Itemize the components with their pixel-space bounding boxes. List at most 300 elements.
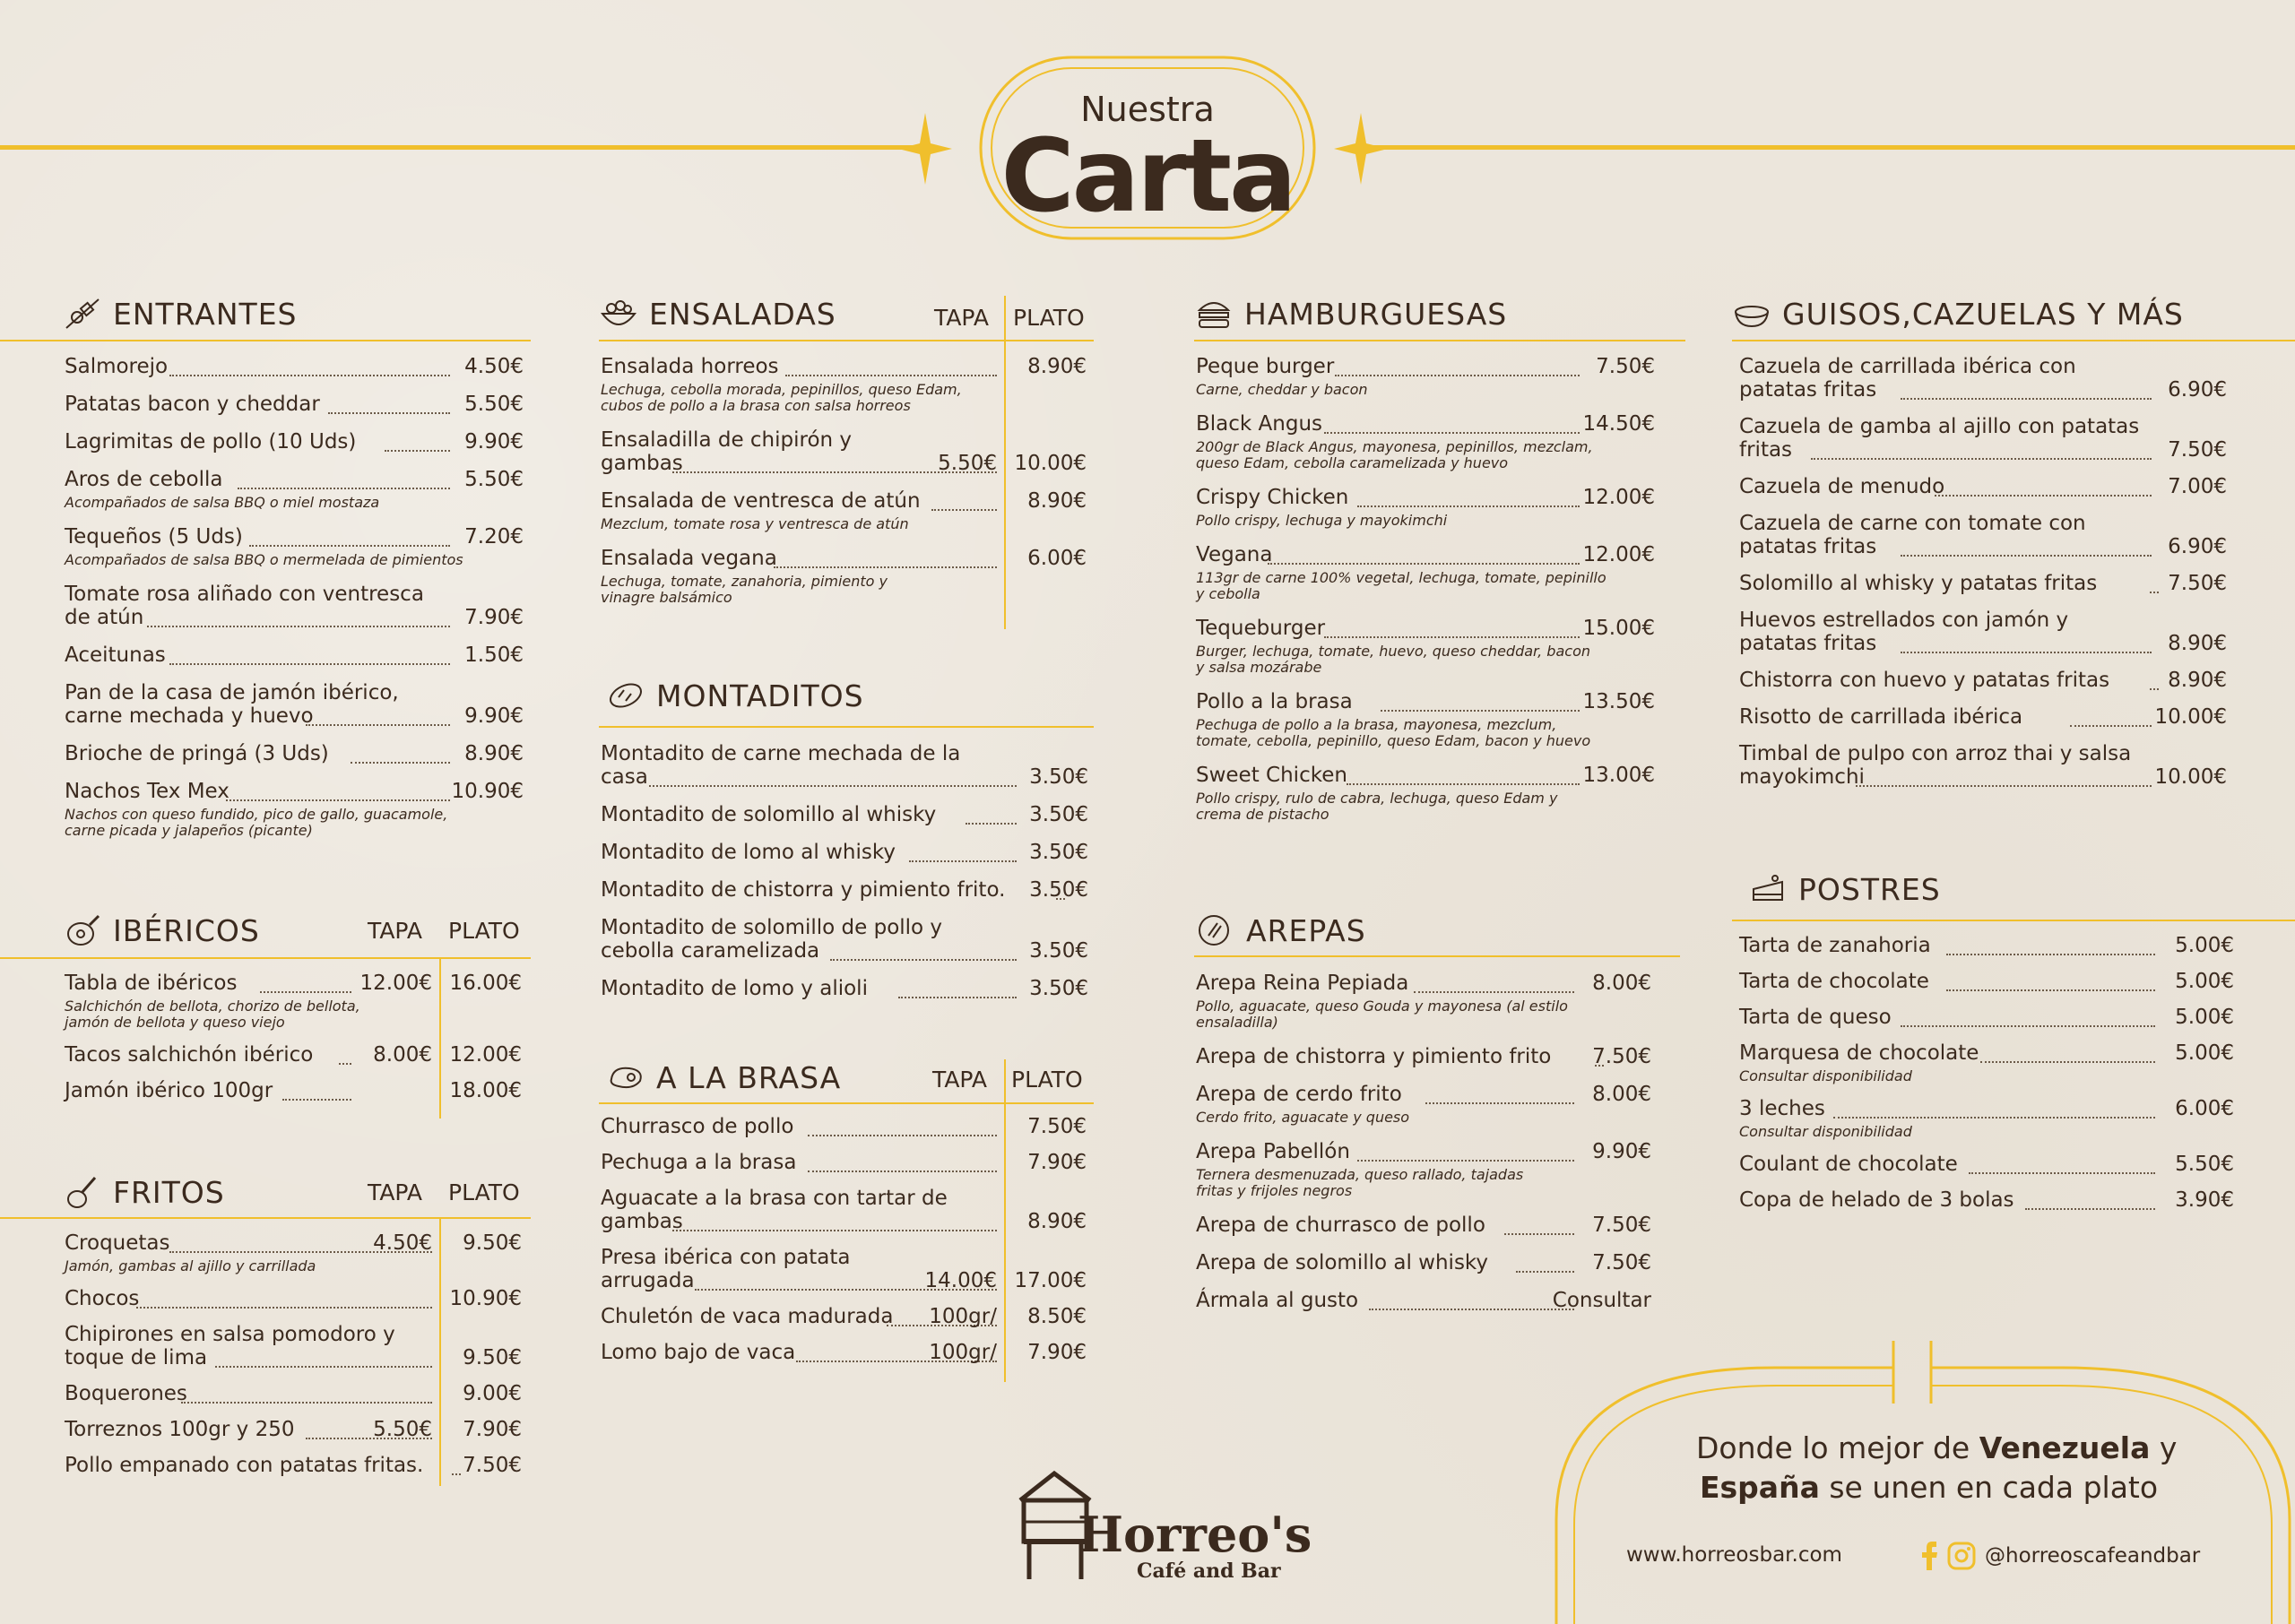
menu-item-price: 3.90€: [2175, 1188, 2234, 1212]
menu-item-price: 5.50€: [464, 393, 524, 416]
leader-dots: [1504, 1233, 1574, 1235]
postres-header: [1748, 871, 1941, 907]
menu-item-price: 7.50€: [2168, 572, 2227, 595]
leader-dots: [249, 545, 450, 547]
ensaladas-header: [599, 296, 836, 332]
menu-item-description: vinagre balsámico: [601, 589, 732, 606]
leader-dots: [181, 1402, 432, 1404]
ibericos-plato-head: PLATO: [448, 918, 520, 944]
menu-item-price: 7.20€: [464, 525, 524, 549]
ham-icon: [63, 912, 102, 948]
menu-item-plato-price: 17.00€: [1014, 1269, 1087, 1292]
leader-dots: [2070, 725, 2152, 727]
menu-item-name: toque de lima: [65, 1346, 208, 1369]
menu-item-name: Croquetas: [65, 1231, 170, 1255]
menu-item-tapa-price: 100gr/: [929, 1305, 997, 1328]
leader-dots: [351, 762, 450, 764]
menu-item-price: 5.00€: [2175, 970, 2234, 993]
menu-item-price: 10.00€: [2154, 705, 2227, 729]
menu-item-name: Risotto de carrillada ibérica: [1739, 705, 2023, 729]
menu-item-name: de atún: [65, 606, 144, 629]
brasa-divider: [1004, 1059, 1006, 1382]
menu-item-name: Cazuela de menudo: [1739, 475, 1945, 498]
menu-item-price: 6.90€: [2168, 535, 2227, 558]
menu-item-name: Tarta de queso: [1739, 1006, 1892, 1029]
menu-item-description: cubos de pollo a la brasa con salsa horreos: [601, 397, 911, 414]
item-name-line1: Cazuela de carne con tomate con: [1739, 512, 2086, 535]
menu-item-tapa-price: 8.00€: [373, 1043, 432, 1067]
menu-item-name: Lomo bajo de vaca: [601, 1341, 796, 1364]
menu-item-price: 8.90€: [2168, 632, 2227, 655]
menu-item-price: 3.50€: [1029, 765, 1088, 789]
menu-item-name: Chistorra con huevo y patatas fritas: [1739, 669, 2110, 692]
menu-item-name: Tequeños (5 Uds): [65, 525, 243, 549]
leader-dots: [306, 724, 450, 726]
menu-item-plato-price: 7.90€: [1027, 1341, 1087, 1364]
leader-dots: [898, 997, 1017, 998]
leader-dots: [2150, 592, 2159, 593]
instagram-icon[interactable]: [1947, 1542, 1976, 1570]
leader-dots: [1357, 1160, 1574, 1162]
menu-item-name: Pollo a la brasa: [1196, 690, 1353, 713]
menu-item-name: Solomillo al whisky y patatas fritas: [1739, 572, 2098, 595]
leader-dots: [1969, 1172, 2155, 1174]
menu-item-name: Brioche de pringá (3 Uds): [65, 742, 329, 765]
menu-item-price: 5.00€: [2175, 1006, 2234, 1029]
menu-item-price: 12.00€: [1582, 486, 1655, 509]
menu-item-price: 5.50€: [2175, 1153, 2234, 1176]
hamburguesas-title: HAMBURGUESAS: [1244, 296, 1508, 332]
leader-dots: [1369, 1309, 1574, 1310]
brasa-header: [606, 1059, 841, 1095]
menu-item-description-line1: 200gr de Black Angus, mayonesa, pepinillos, mezclam,: [1196, 438, 1593, 455]
facebook-icon[interactable]: [1922, 1542, 1938, 1570]
leader-dots: [1425, 1102, 1574, 1104]
menu-item-plato-price: 10.90€: [449, 1287, 522, 1310]
item-name-line1: Tomate rosa aliñado con ventresca: [65, 583, 424, 606]
guisos-rule: [1732, 340, 2295, 341]
menu-item-name: Tarta de chocolate: [1739, 970, 1929, 993]
menu-item-name: Lagrimitas de pollo (10 Uds): [65, 430, 357, 454]
menu-item-price: 10.90€: [451, 780, 524, 803]
leader-dots: [1980, 1061, 2155, 1063]
item-name-line1: Chipirones en salsa pomodoro y: [65, 1323, 395, 1346]
ibericos-tapa-head: TAPA: [368, 918, 423, 944]
menu-item-name: fritas: [1739, 438, 1793, 462]
menu-item-plato-price: 12.00€: [449, 1043, 522, 1067]
leader-dots: [649, 785, 1017, 787]
menu-item-price: 8.00€: [1592, 1083, 1651, 1106]
menu-item-plato-price: 7.50€: [1027, 1115, 1087, 1138]
menu-item-plato-price: 7.90€: [463, 1418, 522, 1441]
leader-dots: [931, 509, 997, 511]
ensaladas-title: ENSALADAS: [649, 296, 836, 332]
slogan-b: Venezuela: [1979, 1430, 2151, 1465]
menu-item-plato-price: 7.50€: [463, 1454, 522, 1477]
leader-dots: [1856, 785, 2152, 787]
hamburguesas-rule: [1194, 340, 1685, 341]
menu-item-name: Coulant de chocolate: [1739, 1153, 1958, 1176]
menu-item-plato-price: 9.50€: [463, 1346, 522, 1369]
leader-dots: [1268, 563, 1580, 565]
menu-item-price: 12.00€: [1582, 543, 1655, 566]
menu-item-name: patatas fritas: [1739, 632, 1877, 655]
menu-item-name: Arepa de chistorra y pimiento frito: [1196, 1045, 1552, 1068]
leader-dots: [672, 1230, 997, 1231]
menu-item-name: Tabla de ibéricos: [65, 972, 238, 995]
leader-dots: [1381, 710, 1580, 712]
item-name-line1: Presa ibérica con patata: [601, 1246, 851, 1269]
leader-dots: [1324, 636, 1580, 638]
menu-item-price: 7.50€: [2168, 438, 2227, 462]
leader-dots: [339, 1063, 351, 1065]
menu-item-plato-price: 9.00€: [463, 1382, 522, 1405]
menu-item-name: Jamón ibérico 100gr: [65, 1079, 273, 1102]
item-name-line1: Timbal de pulpo con arroz thai y salsa: [1739, 742, 2132, 765]
menu-item-name: cebolla caramelizada: [601, 939, 820, 963]
menu-item-price: 14.50€: [1582, 412, 1655, 436]
website-link[interactable]: www.horreosbar.com: [1626, 1543, 1842, 1567]
leader-dots: [774, 566, 997, 568]
slogan-line2: [1700, 1470, 2158, 1505]
menu-item-price: 6.00€: [2175, 1097, 2234, 1120]
leader-dots: [1946, 989, 2155, 991]
menu-item-price: 3.50€: [1029, 939, 1088, 963]
menu-item-description: y cebolla: [1196, 585, 1260, 602]
star-left-icon: [898, 113, 952, 185]
slogan-e: se unen en cada plato: [1819, 1470, 2159, 1505]
menu-item-name: Copa de helado de 3 bolas: [1739, 1188, 2014, 1212]
menu-item-description-line1: Nachos con queso fundido, pico de gallo, guacamole,: [65, 806, 448, 823]
menu-item-price: 7.50€: [1592, 1214, 1651, 1237]
leader-dots: [1516, 1271, 1574, 1273]
menu-item-name: casa: [601, 765, 648, 789]
menu-item-price: 4.50€: [464, 355, 524, 378]
menu-item-name: Marquesa de chocolate: [1739, 1041, 1979, 1065]
drumstick-icon: [63, 1174, 102, 1210]
menu-item-name: Montadito de chistorra y pimiento frito.: [601, 878, 1006, 902]
leader-dots: [1347, 783, 1580, 785]
menu-item-description-line1: Pollo crispy, rulo de cabra, lechuga, queso Edam y: [1196, 790, 1558, 807]
social-block: [1922, 1542, 2200, 1570]
leader-dots: [328, 412, 450, 414]
menu-item-price: 15.00€: [1582, 617, 1655, 640]
menu-item-name: arrugada: [601, 1269, 695, 1292]
menu-item-description: fritas y frijoles negros: [1196, 1182, 1353, 1199]
guisos-title: GUISOS,CAZUELAS Y MÁS: [1782, 296, 2184, 332]
montaditos-rule: [599, 726, 1094, 728]
guisos-header: [1732, 296, 2184, 332]
leader-dots: [2150, 688, 2159, 690]
menu-item-price: 1.50€: [464, 644, 524, 667]
menu-item-name: Tequeburger: [1196, 617, 1326, 640]
ensaladas-rule: [599, 340, 1094, 341]
leader-dots: [1901, 555, 2152, 557]
menu-item-description: Acompañados de salsa BBQ o mermelada de pimientos: [65, 551, 463, 568]
menu-item-name: Nachos Tex Mex: [65, 780, 230, 803]
leader-dots: [2025, 1208, 2155, 1210]
menu-item-price: 9.90€: [1592, 1140, 1651, 1163]
leader-dots: [1324, 432, 1580, 434]
menu-item-description: Mezclum, tomate rosa y ventresca de atún: [601, 515, 909, 532]
menu-item-price: 7.50€: [1592, 1045, 1651, 1068]
menu-item-plato-price: 6.00€: [1027, 547, 1087, 570]
leader-dots: [147, 626, 450, 627]
menu-item-name: patatas fritas: [1739, 378, 1877, 402]
steak-icon: [606, 1059, 645, 1095]
menu-item-name: carne mechada y huevo: [65, 704, 314, 728]
menu-item-name: Arepa de cerdo frito: [1196, 1083, 1402, 1106]
menu-item-description-line1: Burger, lechuga, tomate, huevo, queso cheddar, bacon: [1196, 643, 1590, 660]
fritos-header: [63, 1174, 225, 1210]
menu-item-plato-price: 8.90€: [1027, 489, 1087, 513]
menu-item-name: Sweet Chicken: [1196, 764, 1347, 787]
montaditos-title: MONTADITOS: [656, 678, 864, 713]
logo-sub: Café and Bar: [1137, 1559, 1281, 1583]
menu-item-price: 8.90€: [464, 742, 524, 765]
menu-item-name: Arepa de solomillo al whisky: [1196, 1251, 1489, 1274]
menu-item-name: Vegana: [1196, 543, 1273, 566]
menu-item-tapa-price: 14.00€: [924, 1269, 997, 1292]
menu-item-plato-price: 9.50€: [463, 1231, 522, 1255]
leader-dots: [1901, 398, 2152, 400]
cake-icon: [1748, 871, 1788, 907]
menu-item-price: 6.90€: [2168, 378, 2227, 402]
brasa-plato-head: PLATO: [1011, 1067, 1083, 1093]
bread-icon: [606, 678, 645, 713]
menu-item-description: Carne, cheddar y bacon: [1196, 381, 1368, 398]
menu-item-price: 5.00€: [2175, 934, 2234, 957]
menu-item-description: tomate, cebolla, pepinillo, queso Edam, bacon y huevo: [1196, 732, 1591, 749]
item-name-line1: Huevos estrellados con jamón y: [1739, 609, 2069, 632]
menu-item-price: 3.50€: [1029, 878, 1088, 902]
menu-item-price: 10.00€: [2154, 765, 2227, 789]
arepas-rule: [1194, 955, 1680, 957]
leader-dots: [136, 1307, 432, 1309]
menu-item-name: Tacos salchichón ibérico: [65, 1043, 314, 1067]
menu-item-description: Consultar disponibilidad: [1739, 1123, 1912, 1140]
top-rule-left: [0, 145, 932, 150]
menu-item-tapa-price: 100gr/: [929, 1341, 997, 1364]
leader-dots: [169, 375, 450, 376]
leader-dots: [785, 375, 997, 376]
leader-dots: [1901, 652, 2152, 653]
logo-name: Horreo's: [1078, 1506, 1312, 1563]
fritos-plato-head: PLATO: [448, 1179, 520, 1205]
entrantes-rule: [0, 340, 531, 341]
menu-item-price: 9.90€: [464, 704, 524, 728]
leader-dots: [1946, 954, 2155, 955]
menu-item-price: 7.50€: [1592, 1251, 1651, 1274]
menu-item-name: Salmorejo: [65, 355, 169, 378]
menu-item-price: 13.00€: [1582, 764, 1655, 787]
leader-dots: [808, 1170, 997, 1172]
salad-bowl-icon: [599, 296, 638, 332]
fritos-rule: [0, 1217, 531, 1219]
leader-dots: [909, 860, 1017, 862]
menu-item-price: 9.90€: [464, 430, 524, 454]
menu-item-price: 5.50€: [464, 468, 524, 491]
menu-item-description: jamón de bellota y queso viejo: [65, 1014, 285, 1031]
ibericos-divider: [439, 957, 441, 1119]
item-name-line1: Pan de la casa de jamón ibérico,: [65, 681, 399, 704]
menu-item-description-line1: 113gr de carne 100% vegetal, lechuga, tomate, pepinillo: [1196, 569, 1606, 586]
slogan-c: y: [2150, 1430, 2178, 1465]
top-rule-right: [1363, 145, 2295, 150]
skewer-icon: [63, 296, 102, 332]
item-name-line1: Cazuela de gamba al ajillo con patatas: [1739, 415, 2140, 438]
menu-item-name: 3 leches: [1739, 1097, 1825, 1120]
menu-item-name: Ensalada horreos: [601, 355, 779, 378]
burger-icon: [1194, 296, 1234, 332]
ensaladas-tapa-head: TAPA: [934, 305, 990, 331]
menu-item-price: 7.00€: [2168, 475, 2227, 498]
menu-item-price: 3.50€: [1029, 977, 1088, 1000]
star-right-icon: [1334, 113, 1388, 185]
brasa-title: A LA BRASA: [656, 1059, 842, 1095]
slogan-line1: [1696, 1430, 2177, 1465]
item-name-line1: Montadito de carne mechada de la: [601, 742, 961, 765]
menu-item-description-line1: Ternera desmenuzada, queso rallado, tajadas: [1196, 1166, 1524, 1183]
menu-item-name: Pollo empanado con patatas fritas.: [65, 1454, 424, 1477]
leader-dots: [282, 1099, 351, 1101]
leader-dots: [1414, 991, 1574, 993]
title-badge: [977, 54, 1318, 242]
menu-item-name: patatas fritas: [1739, 535, 1877, 558]
menu-item-description-line1: Lechuga, tomate, zanahoria, pimiento y: [601, 573, 888, 590]
fritos-tapa-head: TAPA: [368, 1179, 423, 1205]
menu-item-tapa-price: 5.50€: [938, 452, 997, 475]
fritos-divider: [439, 1217, 441, 1486]
menu-item-tapa-price: 5.50€: [373, 1418, 432, 1441]
hamburguesas-header: [1194, 296, 1507, 332]
leader-dots: [169, 663, 450, 665]
leader-dots: [385, 450, 450, 452]
menu-item-tapa-price: 4.50€: [373, 1231, 432, 1255]
menu-item-description: Jamón, gambas al ajillo y carrillada: [65, 1257, 316, 1274]
leader-dots: [830, 959, 1017, 961]
menu-item-description: Pollo crispy, lechuga y mayokimchi: [1196, 512, 1448, 529]
arepas-title: AREPAS: [1246, 912, 1366, 948]
menu-item-name: Montadito de lomo y alioli: [601, 977, 868, 1000]
menu-item-name: Tarta de zanahoria: [1739, 934, 1931, 957]
leader-dots: [1357, 505, 1580, 507]
ibericos-rule: [0, 957, 531, 959]
menu-item-description: queso Edam, cebolla caramelizada y huevo: [1196, 454, 1509, 471]
menu-item-name: Patatas bacon y cheddar: [65, 393, 320, 416]
menu-item-name: Churrasco de pollo: [601, 1115, 794, 1138]
menu-item-description-line1: Salchichón de bellota, chorizo de bellota,: [65, 998, 360, 1015]
menu-item-price: 8.00€: [1592, 972, 1651, 995]
leader-dots: [966, 823, 1017, 825]
logo: [1015, 1470, 1312, 1586]
ibericos-header: [63, 912, 260, 948]
menu-item-name: gambas: [601, 1210, 683, 1233]
menu-item-price: Consultar: [1552, 1289, 1651, 1312]
menu-item-price: 3.50€: [1029, 841, 1088, 864]
title-nuestra: Nuestra: [1080, 90, 1215, 129]
menu-item-description: Consultar disponibilidad: [1739, 1067, 1912, 1084]
menu-item-plato-price: 16.00€: [449, 972, 522, 995]
menu-item-description-line1: Pollo, aguacate, queso Gouda y mayonesa (al estilo: [1196, 998, 1568, 1015]
menu-item-price: 13.50€: [1582, 690, 1655, 713]
postres-title: POSTRES: [1798, 871, 1941, 907]
menu-item-name: Chuletón de vaca madurada: [601, 1305, 894, 1328]
menu-item-name: Torreznos 100gr y 250: [65, 1418, 295, 1441]
menu-item-description: crema de pistacho: [1196, 806, 1329, 823]
menu-item-price: 7.90€: [464, 606, 524, 629]
menu-item-name: Arepa Reina Pepiada: [1196, 972, 1409, 995]
menu-item-description: Cerdo frito, aguacate y queso: [1196, 1109, 1410, 1126]
leader-dots: [1811, 458, 2152, 460]
menu-item-name: Arepa Pabellón: [1196, 1140, 1350, 1163]
menu-item-name: Ensalada vegana: [601, 547, 777, 570]
menu-item-plato-price: 18.00€: [449, 1079, 522, 1102]
menu-item-description: ensaladilla): [1196, 1014, 1278, 1031]
menu-item-plato-price: 8.90€: [1027, 355, 1087, 378]
pot-icon: [1732, 296, 1771, 332]
menu-item-plato-price: 8.90€: [1027, 1210, 1087, 1233]
menu-item-price: 7.50€: [1596, 355, 1655, 378]
menu-item-name: gambas: [601, 452, 683, 475]
menu-item-name: mayokimchi: [1739, 765, 1865, 789]
menu-item-plato-price: 8.50€: [1027, 1305, 1087, 1328]
menu-item-plato-price: 7.90€: [1027, 1151, 1087, 1174]
ensaladas-plato-head: PLATO: [1013, 305, 1085, 331]
social-handle[interactable]: @horreoscafeandbar: [1985, 1544, 2201, 1568]
menu-item-description-line1: Pechuga de pollo a la brasa, mayonesa, mezclum,: [1196, 716, 1557, 733]
menu-item-name: Pechuga a la brasa: [601, 1151, 797, 1174]
leader-dots: [452, 1473, 461, 1475]
fritos-title: FRITOS: [113, 1174, 225, 1210]
leader-dots: [1901, 1025, 2155, 1027]
slogan-a: Donde lo mejor de: [1696, 1430, 1979, 1465]
title-carta: Carta: [1000, 118, 1295, 235]
menu-item-name: Montadito de solomillo al whisky: [601, 803, 937, 826]
item-name-line1: Cazuela de carrillada ibérica con: [1739, 355, 2076, 378]
ibericos-title: IBÉRICOS: [113, 912, 260, 948]
item-name-line1: Montadito de solomillo de pollo y: [601, 916, 943, 939]
leader-dots: [215, 1366, 432, 1368]
leader-dots: [260, 991, 351, 993]
menu-item-name: Ármala al gusto: [1196, 1289, 1359, 1312]
menu-item-name: Crispy Chicken: [1196, 486, 1349, 509]
arepa-icon: [1196, 912, 1235, 948]
menu-item-name: Ensalada de ventresca de atún: [601, 489, 921, 513]
menu-item-name: Aros de cebolla: [65, 468, 223, 491]
menu-item-plato-price: 10.00€: [1014, 452, 1087, 475]
leader-dots: [1335, 375, 1580, 376]
menu-item-name: Montadito de lomo al whisky: [601, 841, 896, 864]
menu-item-price: 5.00€: [2175, 1041, 2234, 1065]
leader-dots: [1935, 495, 2152, 497]
menu-item-description: y salsa mozárabe: [1196, 659, 1322, 676]
slogan-d: España: [1700, 1470, 1820, 1505]
leader-dots: [238, 488, 450, 489]
menu-item-name: Boquerones: [65, 1382, 187, 1405]
menu-item-price: 3.50€: [1029, 803, 1088, 826]
montaditos-header: [606, 678, 864, 713]
arepas-header: [1196, 912, 1366, 948]
menu-item-tapa-price: 12.00€: [359, 972, 432, 995]
menu-item-name: Black Angus: [1196, 412, 1323, 436]
menu-item-description: carne picada y jalapeños (picante): [65, 822, 313, 839]
item-name-line1: Aguacate a la brasa con tartar de: [601, 1187, 948, 1210]
brasa-rule: [599, 1102, 1094, 1104]
menu-item-description-line1: Lechuga, cebolla morada, pepinillos, queso Edam,: [601, 381, 962, 398]
postres-rule: [1732, 920, 2295, 921]
leader-dots: [226, 799, 450, 801]
